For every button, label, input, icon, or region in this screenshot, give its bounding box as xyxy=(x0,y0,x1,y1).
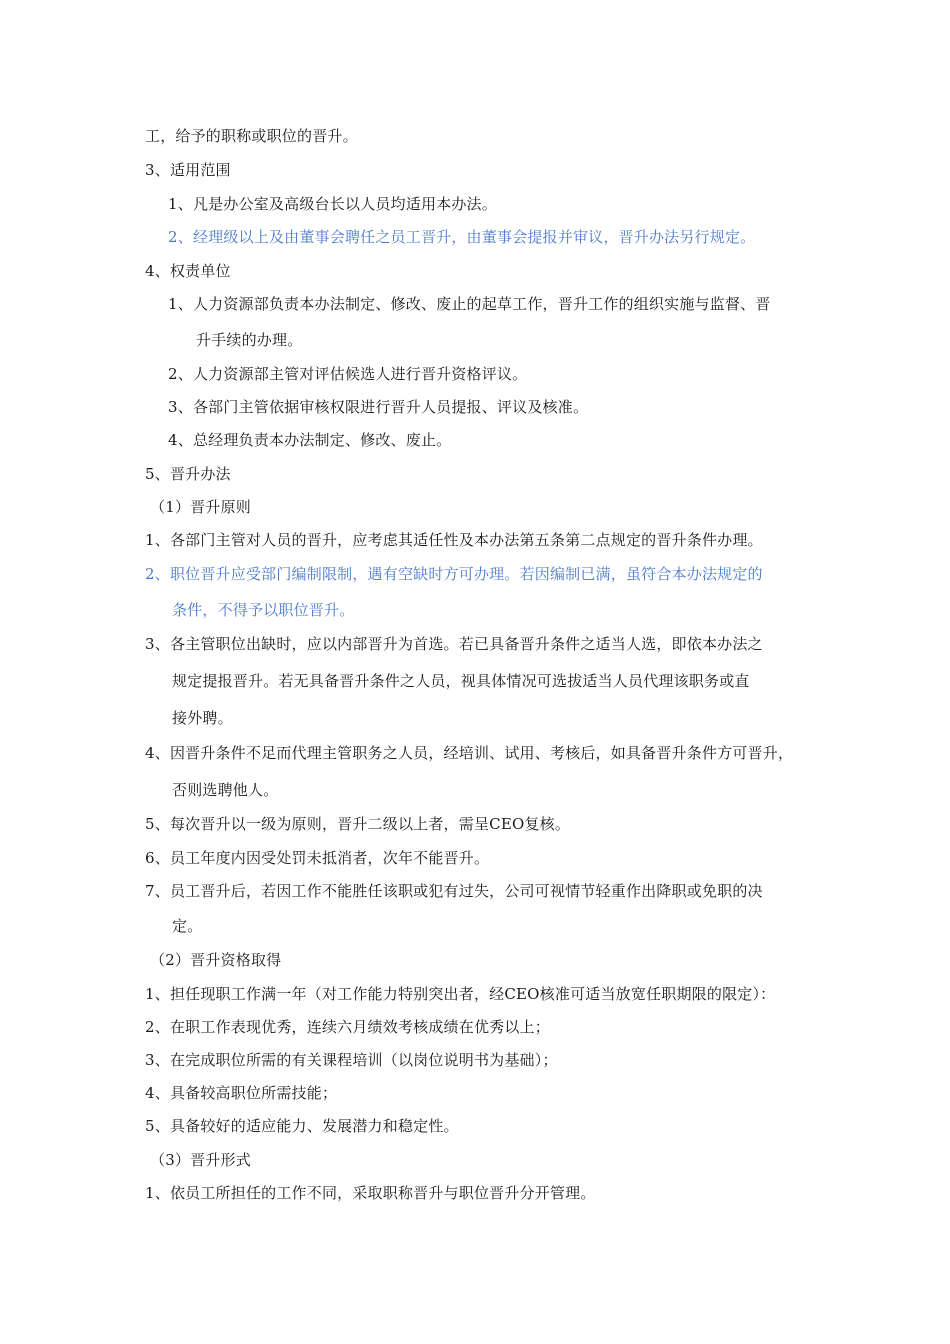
text-line: 工，给予的职称或职位的晋升。 xyxy=(145,127,358,145)
list-item: 3、各主管职位出缺时，应以内部晋升为首选。若已具备晋升条件之适当人选，即依本办法之 xyxy=(145,635,763,653)
list-item: 4、总经理负责本办法制定、修改、废止。 xyxy=(168,431,452,449)
list-item: 4、因晋升条件不足而代理主管职务之人员，经培训、试用、考核后，如具备晋升条件方可晋升， xyxy=(145,744,794,762)
list-item-continuation: 规定提报晋升。若无具备晋升条件之人员，视具体情况可选拔适当人员代理该职务或直 xyxy=(172,672,750,690)
list-item: 5、每次晋升以一级为原则，晋升二级以上者，需呈CEO复核。 xyxy=(145,815,571,833)
highlighted-list-item: 2、职位晋升应受部门编制限制，遇有空缺时方可办理。若因编制已满，虽符合本办法规定的 xyxy=(145,565,763,583)
list-item: 1、凡是办公室及高级台长以人员均适用本办法。 xyxy=(168,195,497,213)
list-item-continuation: 定。 xyxy=(172,917,203,935)
list-item: 5、具备较好的适应能力、发展潜力和稳定性。 xyxy=(145,1117,459,1135)
list-item: 3、各部门主管依据审核权限进行晋升人员提报、评议及核准。 xyxy=(168,398,589,416)
subsection-heading: （3）晋升形式 xyxy=(150,1151,251,1169)
list-item: 2、在职工作表现优秀，连续六月绩效考核成绩在优秀以上； xyxy=(145,1018,550,1036)
list-item: 1、各部门主管对人员的晋升，应考虑其适任性及本办法第五条第二点规定的晋升条件办理。 xyxy=(145,531,763,549)
list-item: 2、人力资源部主管对评估候选人进行晋升资格评议。 xyxy=(168,365,528,383)
list-item: 1、担任现职工作满一年（对工作能力特别突出者，经CEO核准可适当放宽任职期限的限定）： xyxy=(145,985,776,1003)
list-item: 1、依员工所担任的工作不同，采取职称晋升与职位晋升分开管理。 xyxy=(145,1184,596,1202)
list-item-continuation: 升手续的办理。 xyxy=(196,331,303,349)
section-heading: 4、权责单位 xyxy=(145,262,231,280)
subsection-heading: （2）晋升资格取得 xyxy=(150,951,282,969)
list-item: 4、具备较高职位所需技能； xyxy=(145,1084,338,1102)
list-item: 1、人力资源部负责本办法制定、修改、废止的起草工作，晋升工作的组织实施与监督、晋 xyxy=(168,295,771,313)
subsection-heading: （1）晋升原则 xyxy=(150,498,251,516)
list-item-continuation: 否则选聘他人。 xyxy=(172,781,279,799)
section-heading: 3、适用范围 xyxy=(145,161,231,179)
list-item: 6、员工年度内因受处罚未抵消者，次年不能晋升。 xyxy=(145,849,490,867)
section-heading: 5、晋升办法 xyxy=(145,465,231,483)
highlighted-list-item-continuation: 条件，不得予以职位晋升。 xyxy=(172,601,355,619)
list-item: 3、在完成职位所需的有关课程培训（以岗位说明书为基础）； xyxy=(145,1051,558,1069)
highlighted-list-item: 2、经理级以上及由董事会聘任之员工晋升，由董事会提报并审议，晋升办法另行规定。 xyxy=(168,228,756,246)
list-item-continuation: 接外聘。 xyxy=(172,709,233,727)
list-item: 7、员工晋升后，若因工作不能胜任该职或犯有过失，公司可视情节轻重作出降职或免职的决 xyxy=(145,882,763,900)
